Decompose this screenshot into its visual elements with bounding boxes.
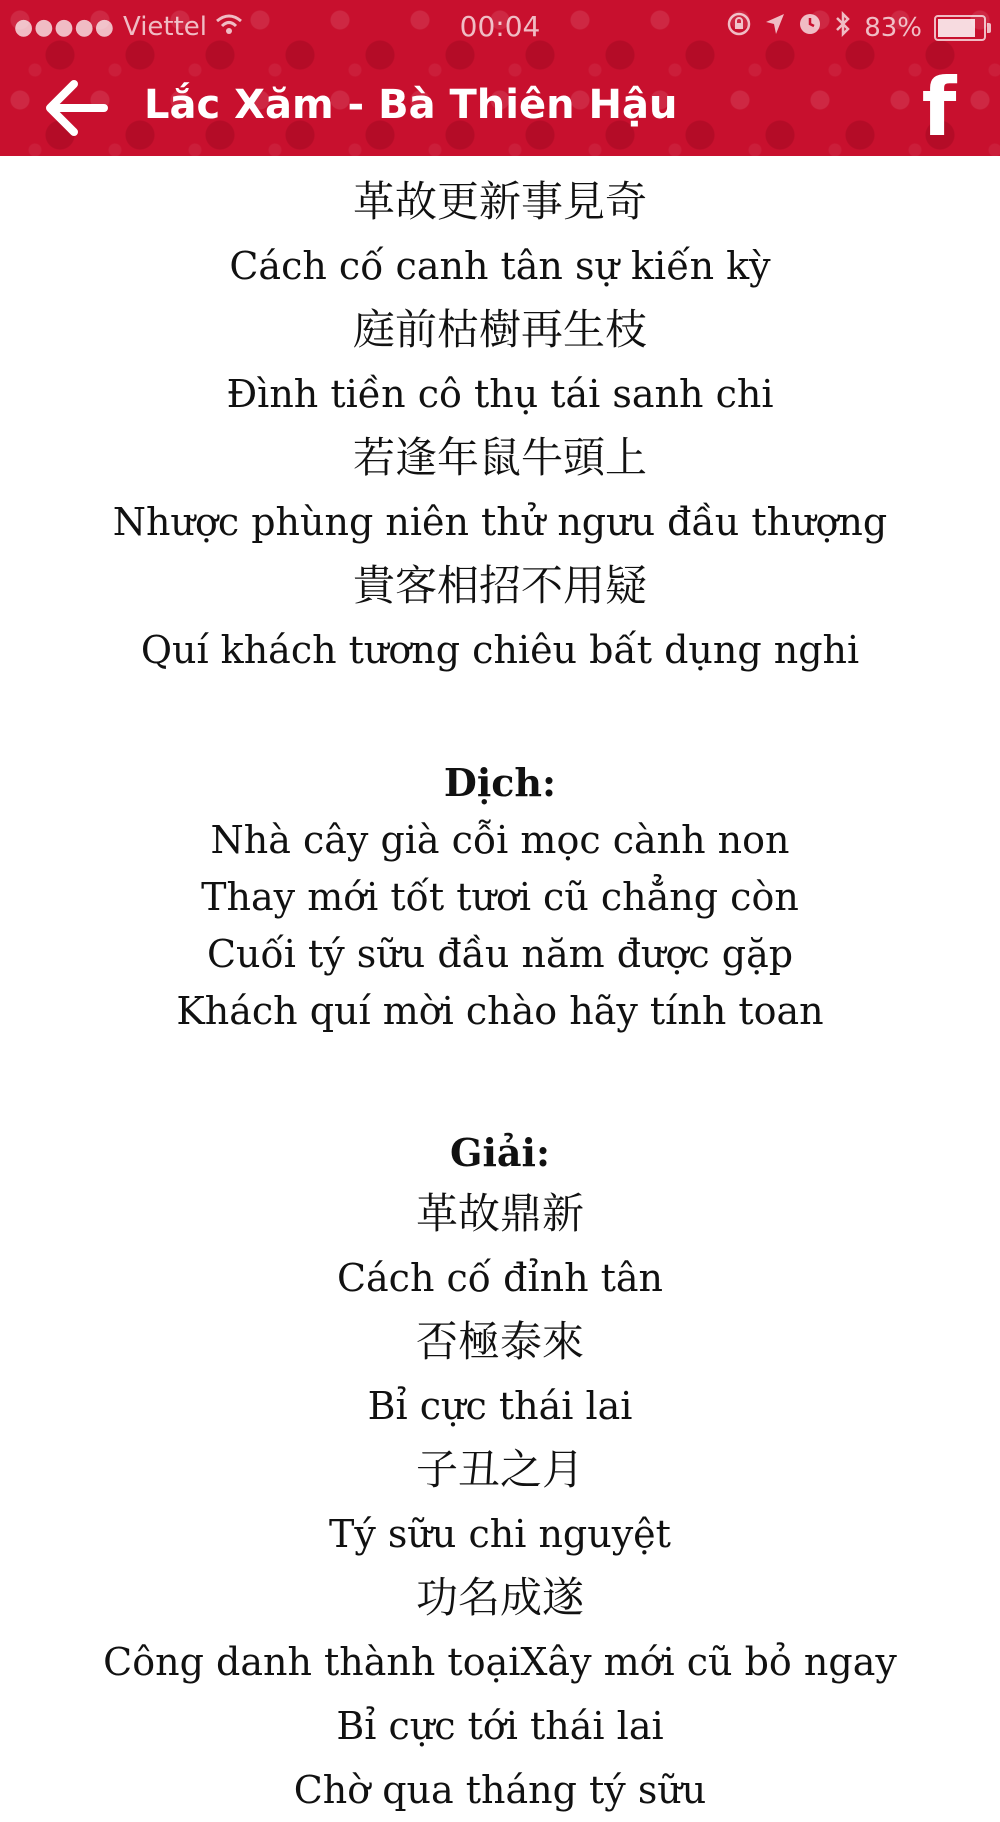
translation-line: Cuối tý sữu đầu năm được gặp xyxy=(206,932,794,976)
battery-level xyxy=(938,19,975,37)
poem-line-viet: Cách cố canh tân sự kiến kỳ xyxy=(229,244,771,288)
poem-line-cjk: 貴客相招不用疑 xyxy=(352,561,647,610)
page-title: Lắc Xăm - Bà Thiên Hậu xyxy=(144,82,678,128)
signal-strength: ●●●●● xyxy=(14,14,115,40)
explanation-line-viet: Cách cố đỉnh tân xyxy=(336,1256,664,1300)
facebook-share-button[interactable] xyxy=(904,61,974,154)
status-right xyxy=(726,11,986,44)
translation-line: Khách quí mời chào hãy tính toan xyxy=(176,989,824,1033)
alarm-icon xyxy=(798,12,822,43)
poem-line-cjk: 革故更新事見奇 xyxy=(352,177,647,226)
carrier-name: Viettel xyxy=(122,12,208,42)
fortune-content xyxy=(0,170,1000,1822)
location-icon xyxy=(764,12,786,43)
explanation-line-viet: Bỉ cực thái lai xyxy=(367,1384,633,1428)
facebook-icon: f xyxy=(921,61,957,154)
translation-heading: Dịch: xyxy=(443,760,557,805)
translation-section xyxy=(0,754,1000,1040)
poem-line-viet: Quí khách tương chiêu bất dụng nghi xyxy=(140,628,860,672)
explanation-section xyxy=(0,1124,1000,1822)
translation-line: Nhà cây già cỗi mọc cành non xyxy=(210,818,790,862)
poem-line-cjk: 若逢年鼠牛頭上 xyxy=(352,433,647,482)
status-bar xyxy=(0,0,1000,56)
explanation-heading: Giải: xyxy=(450,1130,550,1175)
bluetooth-icon xyxy=(834,11,852,44)
poem-line-viet: Nhược phùng niên thử ngưu đầu thượng xyxy=(112,500,888,544)
battery-percent: 83% xyxy=(864,12,922,43)
back-arrow-icon xyxy=(44,78,108,138)
poem-line-viet: Đình tiền cô thụ tái sanh chi xyxy=(226,372,774,416)
explanation-line-cjk: 子丑之月 xyxy=(415,1445,584,1494)
back-button[interactable] xyxy=(36,68,116,148)
header-bar xyxy=(0,0,1000,156)
explanation-line-cjk: 革故鼎新 xyxy=(415,1189,584,1238)
explanation-extra-line: Chờ qua tháng tý sữu xyxy=(293,1768,707,1812)
explanation-line-cjk: 否極泰來 xyxy=(415,1317,584,1366)
status-time: 00:04 xyxy=(459,10,541,43)
explanation-line-viet: Công danh thành toạiXây mới cũ bỏ ngay xyxy=(103,1640,897,1684)
explanation-extra-line: Bỉ cực tới thái lai xyxy=(336,1704,664,1748)
poem-line-cjk: 庭前枯樹再生枝 xyxy=(352,305,647,354)
explanation-line-viet: Tý sữu chi nguyệt xyxy=(329,1512,671,1556)
navigation-bar xyxy=(0,56,1000,156)
rotation-lock-icon xyxy=(726,11,752,44)
explanation-line-cjk: 功名成遂 xyxy=(415,1573,584,1622)
translation-line: Thay mới tốt tươi cũ chẳng còn xyxy=(201,875,799,919)
poem-section xyxy=(0,170,1000,682)
battery-icon xyxy=(934,15,986,41)
